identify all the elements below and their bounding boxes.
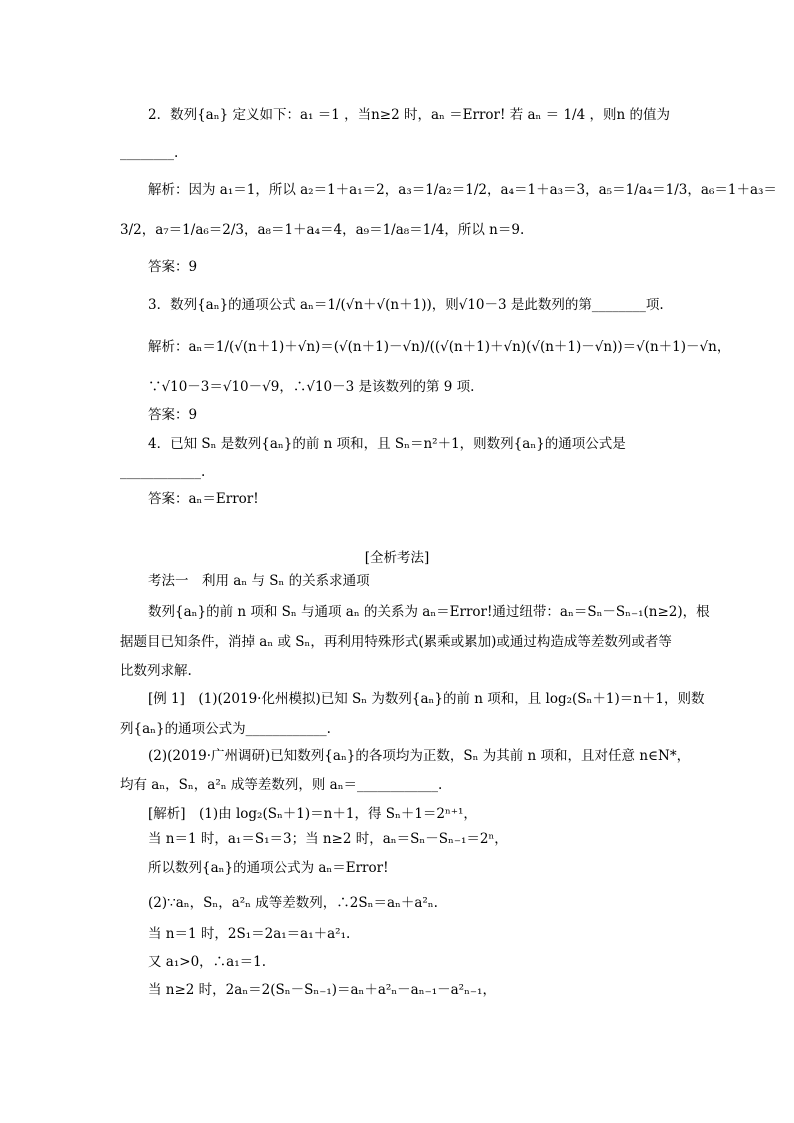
question-3-line-1: 3．数列{aₙ}的通项公式 aₙ＝1/(√n＋√(n＋1))，则√10－3 是此数列的第________项. bbox=[148, 297, 664, 313]
solution-2-line-1: 解析：因为 a₁＝1，所以 a₂＝1＋a₁＝2，a₃＝1/a₂＝1/2，a₄＝1＋a₃＝3，a₅＝1/a₄＝1/3，a₆＝1＋a₃＝ bbox=[148, 182, 777, 198]
solution-line-7: 当 n≥2 时，2aₙ＝2(Sₙ－Sₙ₋₁)＝aₙ＋a²ₙ－aₙ₋₁－a²ₙ₋₁， bbox=[148, 982, 496, 998]
solution-line-2: 当 n＝1 时，a₁＝S₁＝3；当 n≥2 时，aₙ＝Sₙ－Sₙ₋₁＝2ⁿ， bbox=[148, 831, 508, 847]
question-4-line-1: 4．已知 Sₙ 是数列{aₙ}的前 n 项和，且 Sₙ＝n²＋1，则数列{aₙ}的通项公式是 bbox=[148, 436, 626, 452]
solution-3-line-2: ∵√10－3＝√10－√9，∴√10－3 是该数列的第 9 项. bbox=[148, 379, 475, 395]
solution-line-3: 所以数列{aₙ}的通项公式为 aₙ＝Error! bbox=[148, 860, 389, 876]
method-title: 考法一 利用 aₙ 与 Sₙ 的关系求通项 bbox=[148, 573, 370, 589]
solution-line-6: 又 a₁>0，∴a₁＝1. bbox=[148, 954, 266, 970]
question-2-line-1: 2．数列{aₙ} 定义如下：a₁ ＝1 ，当n≥2 时，aₙ ＝Error! 若 aₙ ＝ 1/4 ，则n 的值为 bbox=[148, 107, 670, 123]
method-paragraph-line-3: 比数列求解. bbox=[120, 663, 192, 679]
answer-blank: ________. bbox=[120, 145, 179, 161]
solution-2-line-2: 3/2，a₇＝1/a₆＝2/3，a₈＝1＋a₄＝4，a₉＝1/a₈＝1/4，所以 n＝9. bbox=[120, 222, 525, 238]
answer-4: 答案：aₙ＝Error! bbox=[148, 491, 259, 507]
solution-line-5: 当 n＝1 时，2S₁＝2a₁＝a₁＋a²₁. bbox=[148, 926, 351, 942]
example-1-line-2: 列{aₙ}的通项公式为____________. bbox=[120, 721, 331, 737]
method-paragraph-line-1: 数列{aₙ}的前 n 项和 Sₙ 与通项 aₙ 的关系为 aₙ＝Error!通过纽带：aₙ＝Sₙ－Sₙ₋₁(n≥2)，根 bbox=[148, 604, 710, 620]
method-paragraph-line-2: 据题目已知条件，消掉 aₙ 或 Sₙ，再利用特殊形式(累乘或累加)或通过构造成等差数列或者等 bbox=[120, 634, 672, 650]
solution-line-4: (2)∵aₙ，Sₙ，a²ₙ 成等差数列，∴2Sₙ＝aₙ＋a²ₙ. bbox=[148, 895, 438, 911]
answer-2: 答案：9 bbox=[148, 259, 198, 275]
section-title: [全析考法] bbox=[364, 550, 430, 566]
answer-3: 答案：9 bbox=[148, 407, 198, 423]
example-1-line-1: [例 1] (1)(2019·化州模拟)已知 Sₙ 为数列{aₙ}的前 n 项和，且 log₂(Sₙ＋1)＝n＋1，则数 bbox=[148, 691, 705, 707]
example-1-line-4: 均有 aₙ，Sₙ，a²ₙ 成等差数列，则 aₙ＝____________. bbox=[120, 777, 443, 793]
solution-3-line-1: 解析：aₙ＝1/(√(n＋1)＋√n)＝(√(n＋1)－√n)/((√(n＋1)＋√n)(√(n＋1)－√n))＝√(n＋1)－√n， bbox=[148, 339, 731, 355]
solution-line-1: [解析] (1)由 log₂(Sₙ＋1)＝n＋1，得 Sₙ＋1＝2ⁿ⁺¹， bbox=[148, 806, 477, 822]
example-1-line-3: (2)(2019·广州调研)已知数列{aₙ}的各项均为正数，Sₙ 为其前 n 项和，且对任意 n∈N*， bbox=[148, 748, 691, 764]
answer-blank: ____________. bbox=[120, 464, 206, 480]
